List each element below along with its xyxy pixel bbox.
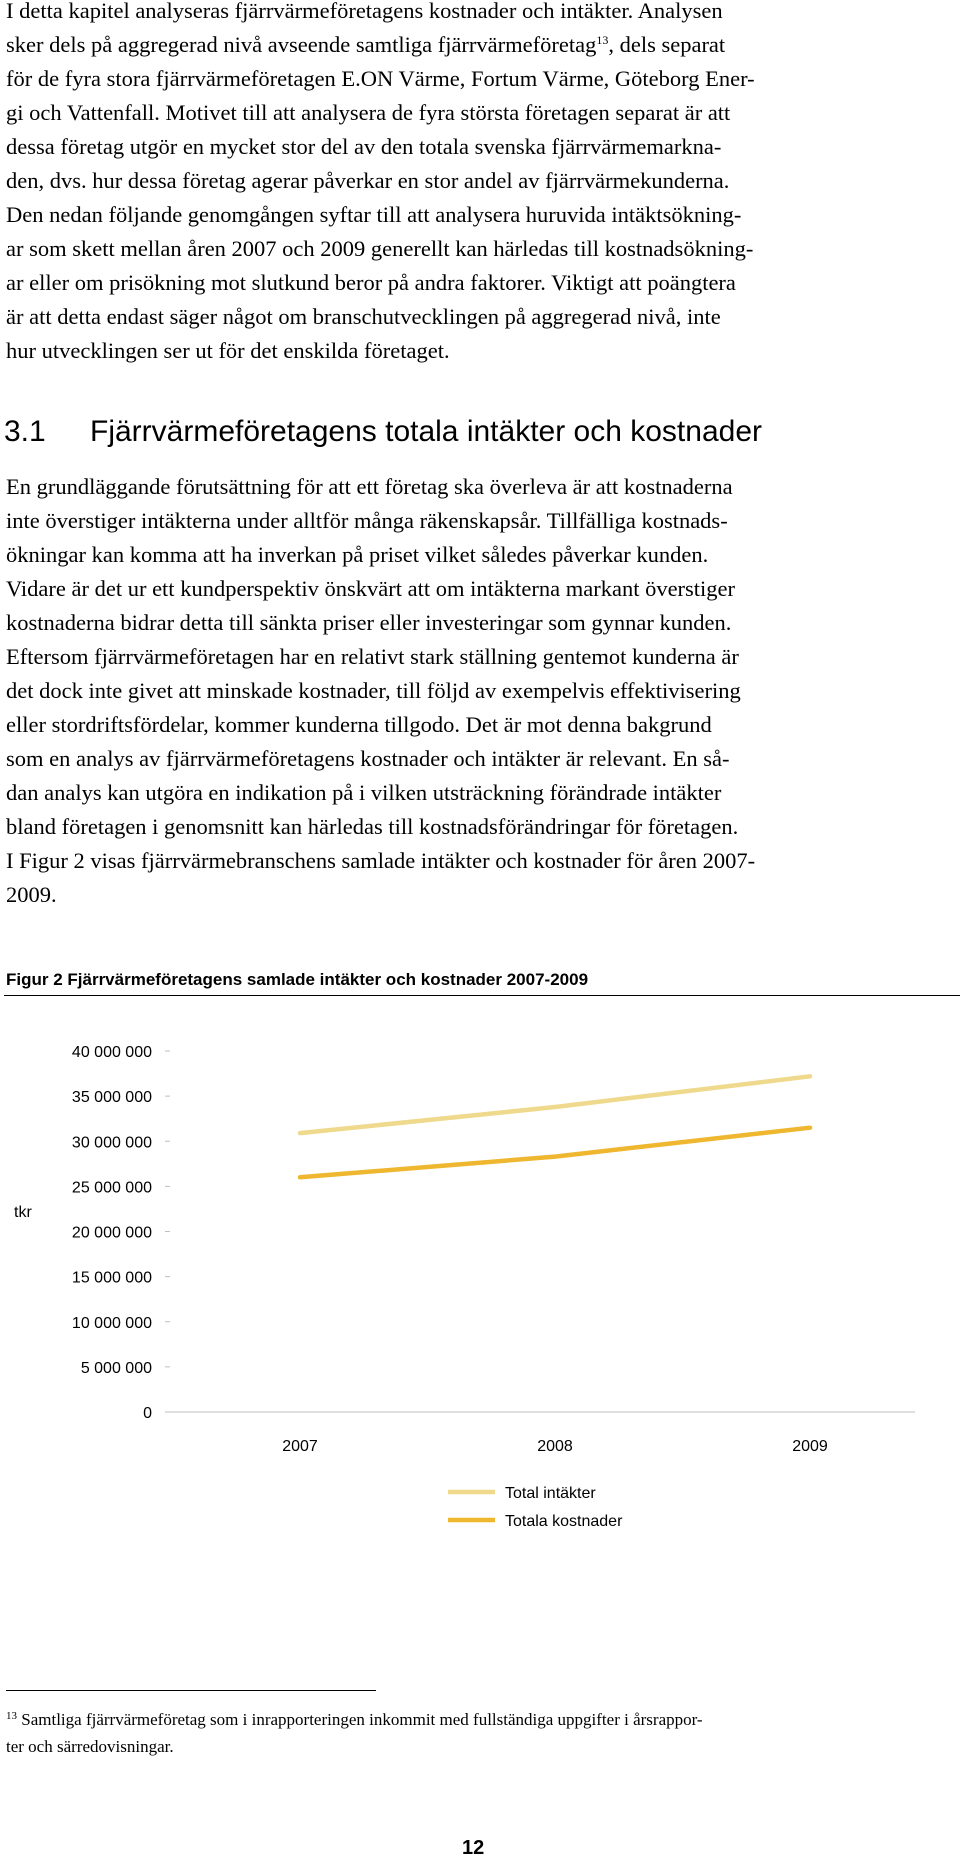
body-line: Eftersom fjärrvärmeföretagen har en relativt stark ställning gentemot kunderna är xyxy=(6,644,739,669)
intro-line xyxy=(6,28,958,62)
figure-caption: Figur 2 Fjärrvärmeföretagens samlade intäkter och kostnader 2007-2009 xyxy=(6,970,589,989)
series-line xyxy=(300,1076,810,1133)
y-tick-label: 5 000 000 xyxy=(80,1359,152,1377)
intro-paragraph xyxy=(6,0,958,368)
line-chart xyxy=(0,1020,960,1560)
y-tick-label: 0 xyxy=(143,1405,152,1422)
section-title: Fjärrvärmeföretagens totala intäkter och kostnader xyxy=(90,415,762,448)
footnote-line xyxy=(6,1706,948,1733)
y-axis-label: tkr xyxy=(14,1204,32,1221)
body-line: I Figur 2 visas fjärrvärmebranschens samlade intäkter och kostnader för åren 2007- xyxy=(6,848,756,873)
body-line: bland företagen i genomsnitt kan härledas till kostnadsförändringar för företagen. xyxy=(6,814,739,839)
body-line: kostnaderna bidrar detta till sänkta priser eller investeringar som gynnar kunden. xyxy=(6,610,732,635)
intro-line-text: sker dels på aggregerad nivå avseende samtliga fjärrvärmeföretag xyxy=(6,32,597,57)
body-line: som en analys av fjärrvärmeföretagens kostnader och intäkter är relevant. En så- xyxy=(6,746,730,771)
y-tick-label: 30 000 000 xyxy=(71,1134,152,1152)
y-tick-label: 15 000 000 xyxy=(71,1269,152,1287)
intro-line: I detta kapitel analyseras fjärrvärmeföretagens kostnader och intäkter. Analysen xyxy=(6,0,723,23)
body-paragraph xyxy=(6,470,958,912)
y-tick-label: 25 000 000 xyxy=(71,1179,152,1197)
body-line: Vidare är det ur ett kundperspektiv önskvärt att om intäkterna markant överstiger xyxy=(6,576,736,601)
footnote xyxy=(6,1706,948,1760)
chart-legend xyxy=(448,1485,623,1530)
y-axis-ticks xyxy=(72,1044,170,1422)
y-tick-label: 40 000 000 xyxy=(71,1044,152,1061)
body-line: 2009. xyxy=(6,882,57,907)
intro-line: är att detta endast säger något om branschutvecklingen på aggregerad nivå, inte xyxy=(6,304,721,329)
y-tick-label: 20 000 000 xyxy=(71,1224,152,1242)
body-line: ökningar kan komma att ha inverkan på priset vilket således påverkar kunden. xyxy=(6,542,709,567)
body-line: En grundläggande förutsättning för att ett företag ska överleva är att kostnaderna xyxy=(6,474,733,499)
section-number: 3.1 xyxy=(4,415,46,448)
intro-line: ar som skett mellan åren 2007 och 2009 generellt kan härledas till kostnadsökning- xyxy=(6,236,754,261)
intro-line: gi och Vattenfall. Motivet till att analysera de fyra största företagen separat är att xyxy=(6,100,731,125)
footnote-text: Samtliga fjärrvärmeföretag som i inrapporteringen inkommit med fullständiga uppgifter i årsrappor- xyxy=(17,1710,703,1729)
series-lines xyxy=(300,1076,810,1177)
legend-label: Totala kostnader xyxy=(505,1513,623,1530)
figure-rule xyxy=(4,995,960,996)
y-tick-label: 35 000 000 xyxy=(71,1089,152,1107)
legend-label: Total intäkter xyxy=(505,1485,596,1502)
footnote-line: ter och särredovisningar. xyxy=(6,1737,174,1756)
x-tick-label: 2009 xyxy=(792,1438,828,1455)
x-axis-ticks xyxy=(282,1438,828,1455)
x-tick-label: 2008 xyxy=(537,1438,573,1455)
series-line xyxy=(300,1128,810,1178)
body-line: inte överstiger intäkterna under alltför många räkenskapsår. Tillfälliga kostnads- xyxy=(6,508,728,533)
page-number: 12 xyxy=(462,1837,485,1859)
intro-line: dessa företag utgör en mycket stor del av den totala svenska fjärrvärmemarkna- xyxy=(6,134,722,159)
intro-line: ar eller om prisökning mot slutkund beror på andra faktorer. Viktigt att poängtera xyxy=(6,270,736,295)
intro-line: den, dvs. hur dessa företag agerar påverkar en stor andel av fjärrvärmekunderna. xyxy=(6,168,730,193)
body-line: det dock inte givet att minskade kostnader, till följd av exempelvis effektivisering xyxy=(6,678,741,703)
footnote-reference[interactable]: 13 xyxy=(596,33,609,47)
section-heading xyxy=(4,415,762,449)
intro-line: Den nedan följande genomgången syftar till att analysera huruvida intäktsökning- xyxy=(6,202,742,227)
x-tick-label: 2007 xyxy=(282,1438,318,1455)
body-line: dan analys kan utgöra en indikation på i vilken utsträckning förändrade intäkter xyxy=(6,780,722,805)
intro-line-text: , dels separat xyxy=(608,32,726,57)
footnote-marker: 13 xyxy=(6,1710,17,1722)
footnote-rule xyxy=(6,1690,376,1691)
body-line: eller stordriftsfördelar, kommer kunderna tillgodo. Det är mot denna bakgrund xyxy=(6,712,712,737)
intro-line: för de fyra stora fjärrvärmeföretagen E.ON Värme, Fortum Värme, Göteborg Ener- xyxy=(6,66,755,91)
intro-line: hur utvecklingen ser ut för det enskilda företaget. xyxy=(6,338,450,363)
y-tick-label: 10 000 000 xyxy=(71,1314,152,1332)
